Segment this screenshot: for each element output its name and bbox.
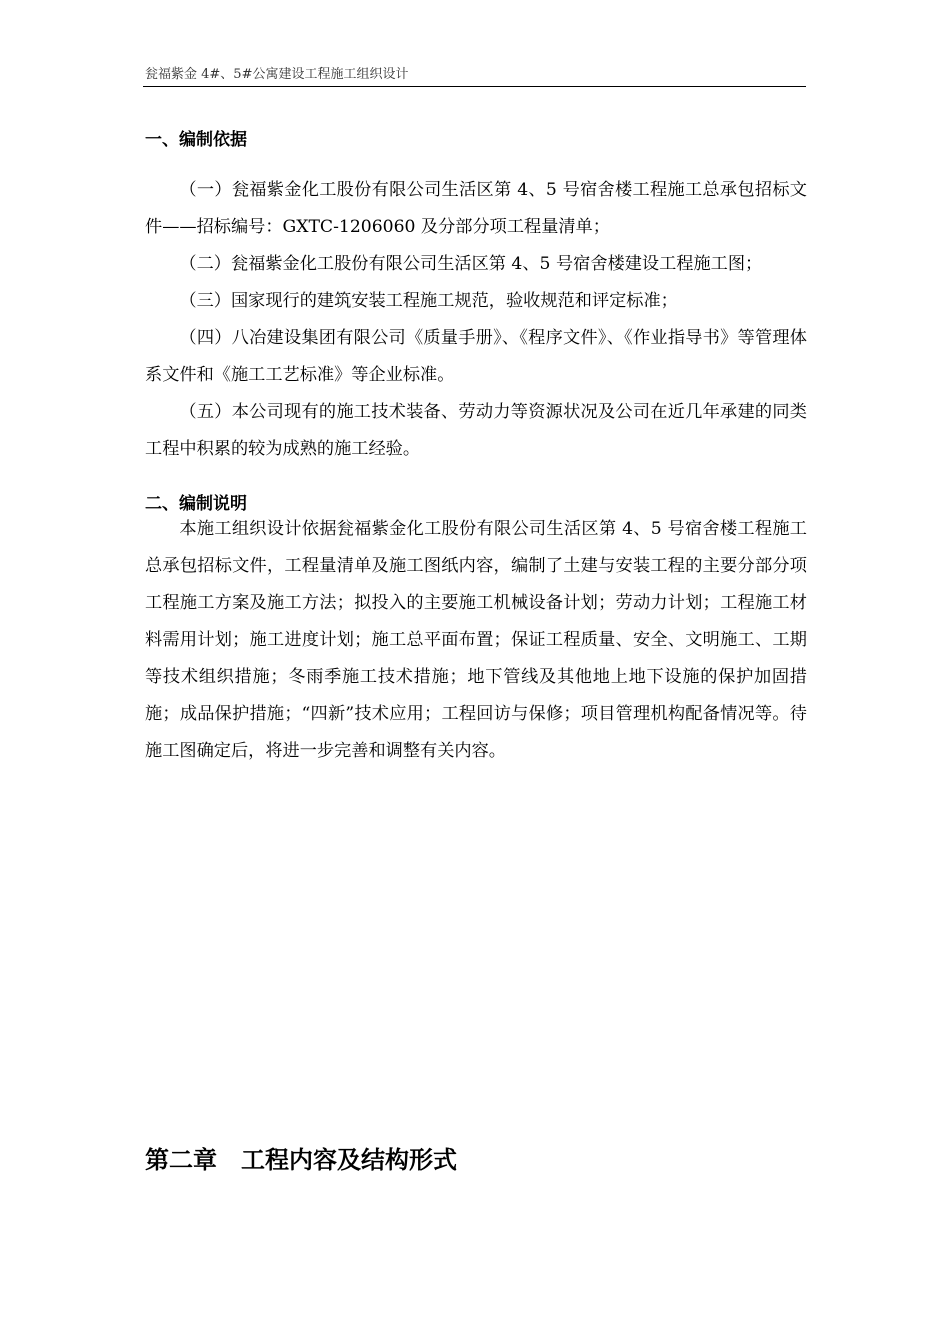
basis-item-3: （三）国家现行的建筑安装工程施工规范，验收规范和评定标准；	[179, 291, 678, 311]
chapter-heading: 第二章 工程内容及结构形式	[145, 1146, 457, 1174]
running-header: 瓮福紫金 4#、5#公寓建设工程施工组织设计	[145, 67, 409, 82]
section-heading-notes: 二、编制说明	[145, 494, 247, 514]
section-heading-basis: 一、编制依据	[145, 130, 247, 150]
notes-body: 本施工组织设计依据瓮福紫金化工股份有限公司生活区第 4、5 号宿舍楼工程施工总承包招标文件，工程量清单及施工图纸内容，编制了土建与安装工程的主要分部分项工程施工方案及施工方法；拟投入的主要施工机械设备计划；劳动力计划；工程施工材料需用计划；施工进度计划；施工总平面布置；保证工程质量、安全、文明施工、工期等技术组织措施；冬雨季施工技术措施；地下管线及其他地上地下设施的保护加固措施；成品保护措施；“四新”技术应用；工程回访与保修；项目管理机构配备情况等。待施工图确定后，将进一步完善和调整有关内容。	[145, 519, 807, 761]
basis-item-1: （一）瓮福紫金化工股份有限公司生活区第 4、5 号宿舍楼工程施工总承包招标文件——招标编号：GXTC-1206060 及分部分项工程量清单；	[145, 180, 807, 237]
basis-item-5: （五）本公司现有的施工技术装备、劳动力等资源状况及公司在近几年承建的同类工程中积累的较为成熟的施工经验。	[145, 402, 807, 459]
basis-item-4: （四）八冶建设集团有限公司《质量手册》、《程序文件》、《作业指导书》等管理体系文件和《施工工艺标准》等企业标准。	[145, 328, 807, 385]
header-rule	[143, 86, 806, 87]
basis-item-2: （二）瓮福紫金化工股份有限公司生活区第 4、5 号宿舍楼建设工程施工图；	[179, 254, 763, 274]
